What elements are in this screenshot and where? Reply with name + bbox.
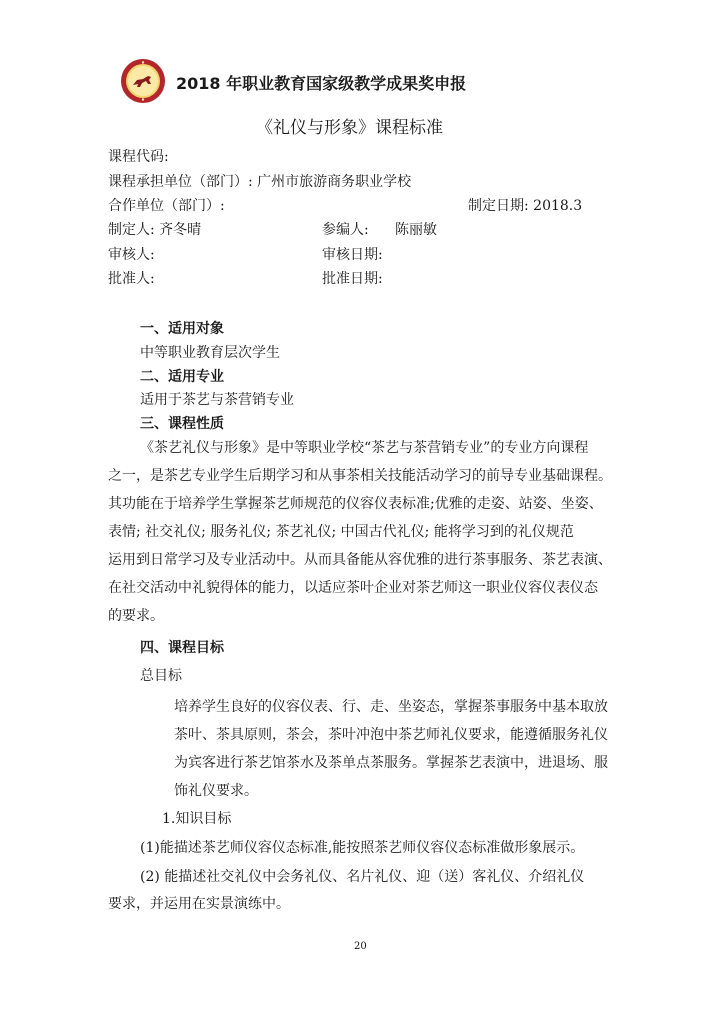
dept: 课程承担单位（部门）: 广州市旅游商务职业学校 (108, 174, 412, 190)
section-text: 中等职业教育层次学生 (140, 345, 280, 361)
goal-line: 培养学生良好的仪容仪表、行、走、坐姿态，掌握茶事服务中基本取放 (174, 699, 608, 715)
knowledge-item: 要求，并运用在实景演练中。 (108, 896, 290, 912)
document-title: 《礼仪与形象》课程标准 (256, 118, 443, 138)
knowledge-goal-label: 1.知识目标 (162, 811, 232, 827)
logo-emblem (120, 58, 166, 104)
course-code: 课程代码: (108, 149, 169, 165)
section-heading: 二、适用专业 (140, 369, 224, 385)
knowledge-item: (1)能描述茶艺师仪容仪态标准,能按照茶艺师仪容仪态标准做形象展示。 (140, 840, 585, 856)
section-heading: 一、适用对象 (140, 321, 224, 337)
knowledge-item: (2) 能描述社交礼仪中会务礼仪、名片礼仪、迎（送）客礼仪、介绍礼仪 (140, 869, 585, 885)
paragraph-line: 的要求。 (108, 608, 164, 624)
date: 制定日期: 2018.3 (468, 198, 583, 214)
overall-goal-label: 总目标 (140, 668, 182, 684)
editor-name: 陈丽敏 (395, 222, 437, 238)
header-title: 2018 年职业教育国家级教学成果奖申报 (176, 74, 467, 93)
reviewer: 审核人: (108, 247, 155, 263)
paragraph-line: 在社交活动中礼貌得体的能力，以适应茶叶企业对茶艺师这一职业仪容仪表仪态 (108, 580, 598, 596)
approver: 批准人: (108, 271, 155, 287)
goal-line: 为宾客进行茶艺馆茶水及茶单点茶服务。掌握茶艺表演中，进退场、服 (174, 755, 608, 771)
approve-date: 批准日期: (322, 271, 383, 287)
section-heading: 三、课程性质 (140, 416, 224, 432)
section-heading: 四、课程目标 (140, 640, 224, 656)
section-text: 适用于茶艺与茶营销专业 (140, 392, 294, 408)
paragraph-line: 运用到日常学习及专业活动中。从而具备能从容优雅的进行茶事服务、茶艺表演、 (108, 552, 612, 568)
paragraph-line: 《茶艺礼仪与形象》是中等职业学校“茶艺与茶营销专业”的专业方向课程 (140, 440, 589, 456)
partner: 合作单位（部门）: (108, 198, 225, 214)
review-date: 审核日期: (322, 247, 383, 263)
goal-line: 饰礼仪要求。 (174, 783, 258, 799)
author: 制定人: 齐冬晴 (108, 222, 202, 238)
paragraph-line: 表情; 社交礼仪; 服务礼仪; 茶艺礼仪; 中国古代礼仪; 能将学习到的礼仪规范 (108, 524, 574, 540)
editor-label: 参编人: (322, 222, 369, 238)
paragraph-line: 之一，是茶艺专业学生后期学习和从事茶相关技能活动学习的前导专业基础课程。 (108, 468, 612, 484)
paragraph-line: 其功能在于培养学生掌握茶艺师规范的仪容仪表标准;优雅的走姿、站姿、坐姿、 (108, 496, 603, 512)
page-number: 20 (354, 941, 367, 952)
goal-line: 茶叶、茶具原则，茶会，茶叶冲泡中茶艺师礼仪要求，能遵循服务礼仪 (174, 727, 608, 743)
